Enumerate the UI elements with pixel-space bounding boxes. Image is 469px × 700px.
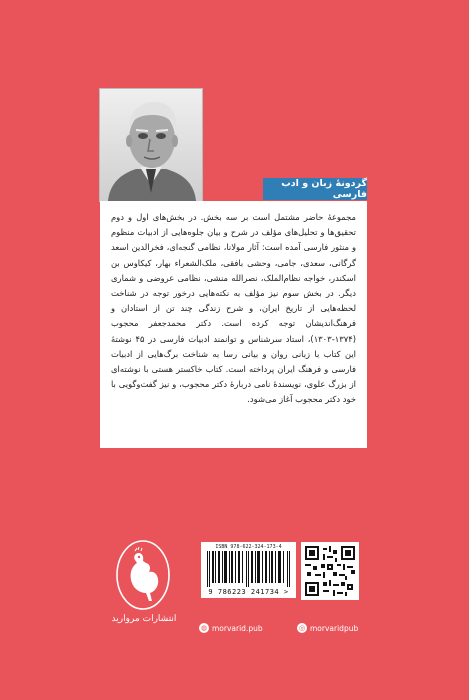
qr-code [301, 542, 359, 600]
website-text: morvarid.pub [212, 623, 263, 633]
book-description [100, 201, 367, 448]
author-portrait [99, 88, 203, 202]
description-text: مجموعۀ حاضر مشتمل است بر سه بخش. در بخش‌های اول و دوم تحقیق‌ها و تحلیل‌های مؤلف در شرح و بیان جلوه‌هایی از ادبیات منظوم و منثور فارسی آمده است: آثار مولانا، نظامی گنجه‌ای، فخرالدین اسعد گرگانی، سعدی، جامی، وحشی بافقی، ملک‌الشعراء بهار، کیکاوس بن اسکندر، خواجه نظام‌الملک، نصرالله منشی، نظامی عروضی و شماری دیگر. در بخش سوم نیز مؤلف به نکته‌هایی درخور توجه در شناخت لحظه‌هایی از تاریخ ایران، و شرح زندگی چند تن از استادان و فرهنگ‌اندیشان توجه کرده است. دکتر محمدجعفر محجوب (۱۳۷۴-۱۳۰۳)، استاد سرشناس و توانمند ادبیات فارسی در ۴۵ نوشتۀ این کتاب با زبانی روان و بیانی رسا به شناخت برگ‌هایی از ادبیات فارسی و فرهنگ ایران پرداخته است. کتاب خاکستر هستی با نوشته‌ای از بزرگ علوی، نویسندۀ نامی دربارۀ دکتر محجوب، و نیز گفت‌وگویی با خود دکتر محجوب آغاز می‌شود. [111, 212, 356, 405]
peacock-logo [115, 539, 171, 611]
barcode-bars [205, 551, 292, 587]
instagram-icon: ◎ [298, 624, 306, 632]
instagram-text: morvaridpub [310, 623, 359, 633]
isbn-digits: 9 786223 241734 > [208, 588, 289, 596]
isbn-barcode [201, 542, 296, 598]
publisher-name: انتشارات مروارید [111, 614, 177, 624]
isbn-label: ISBN 978-622-324-173-4 [215, 544, 282, 550]
series-label: گردونهٔ زبان و ادب فارسی [263, 178, 367, 200]
globe-icon: ◍ [200, 624, 208, 632]
website-link[interactable] [199, 622, 263, 634]
portrait-image [100, 89, 202, 201]
instagram-link[interactable] [297, 622, 358, 634]
